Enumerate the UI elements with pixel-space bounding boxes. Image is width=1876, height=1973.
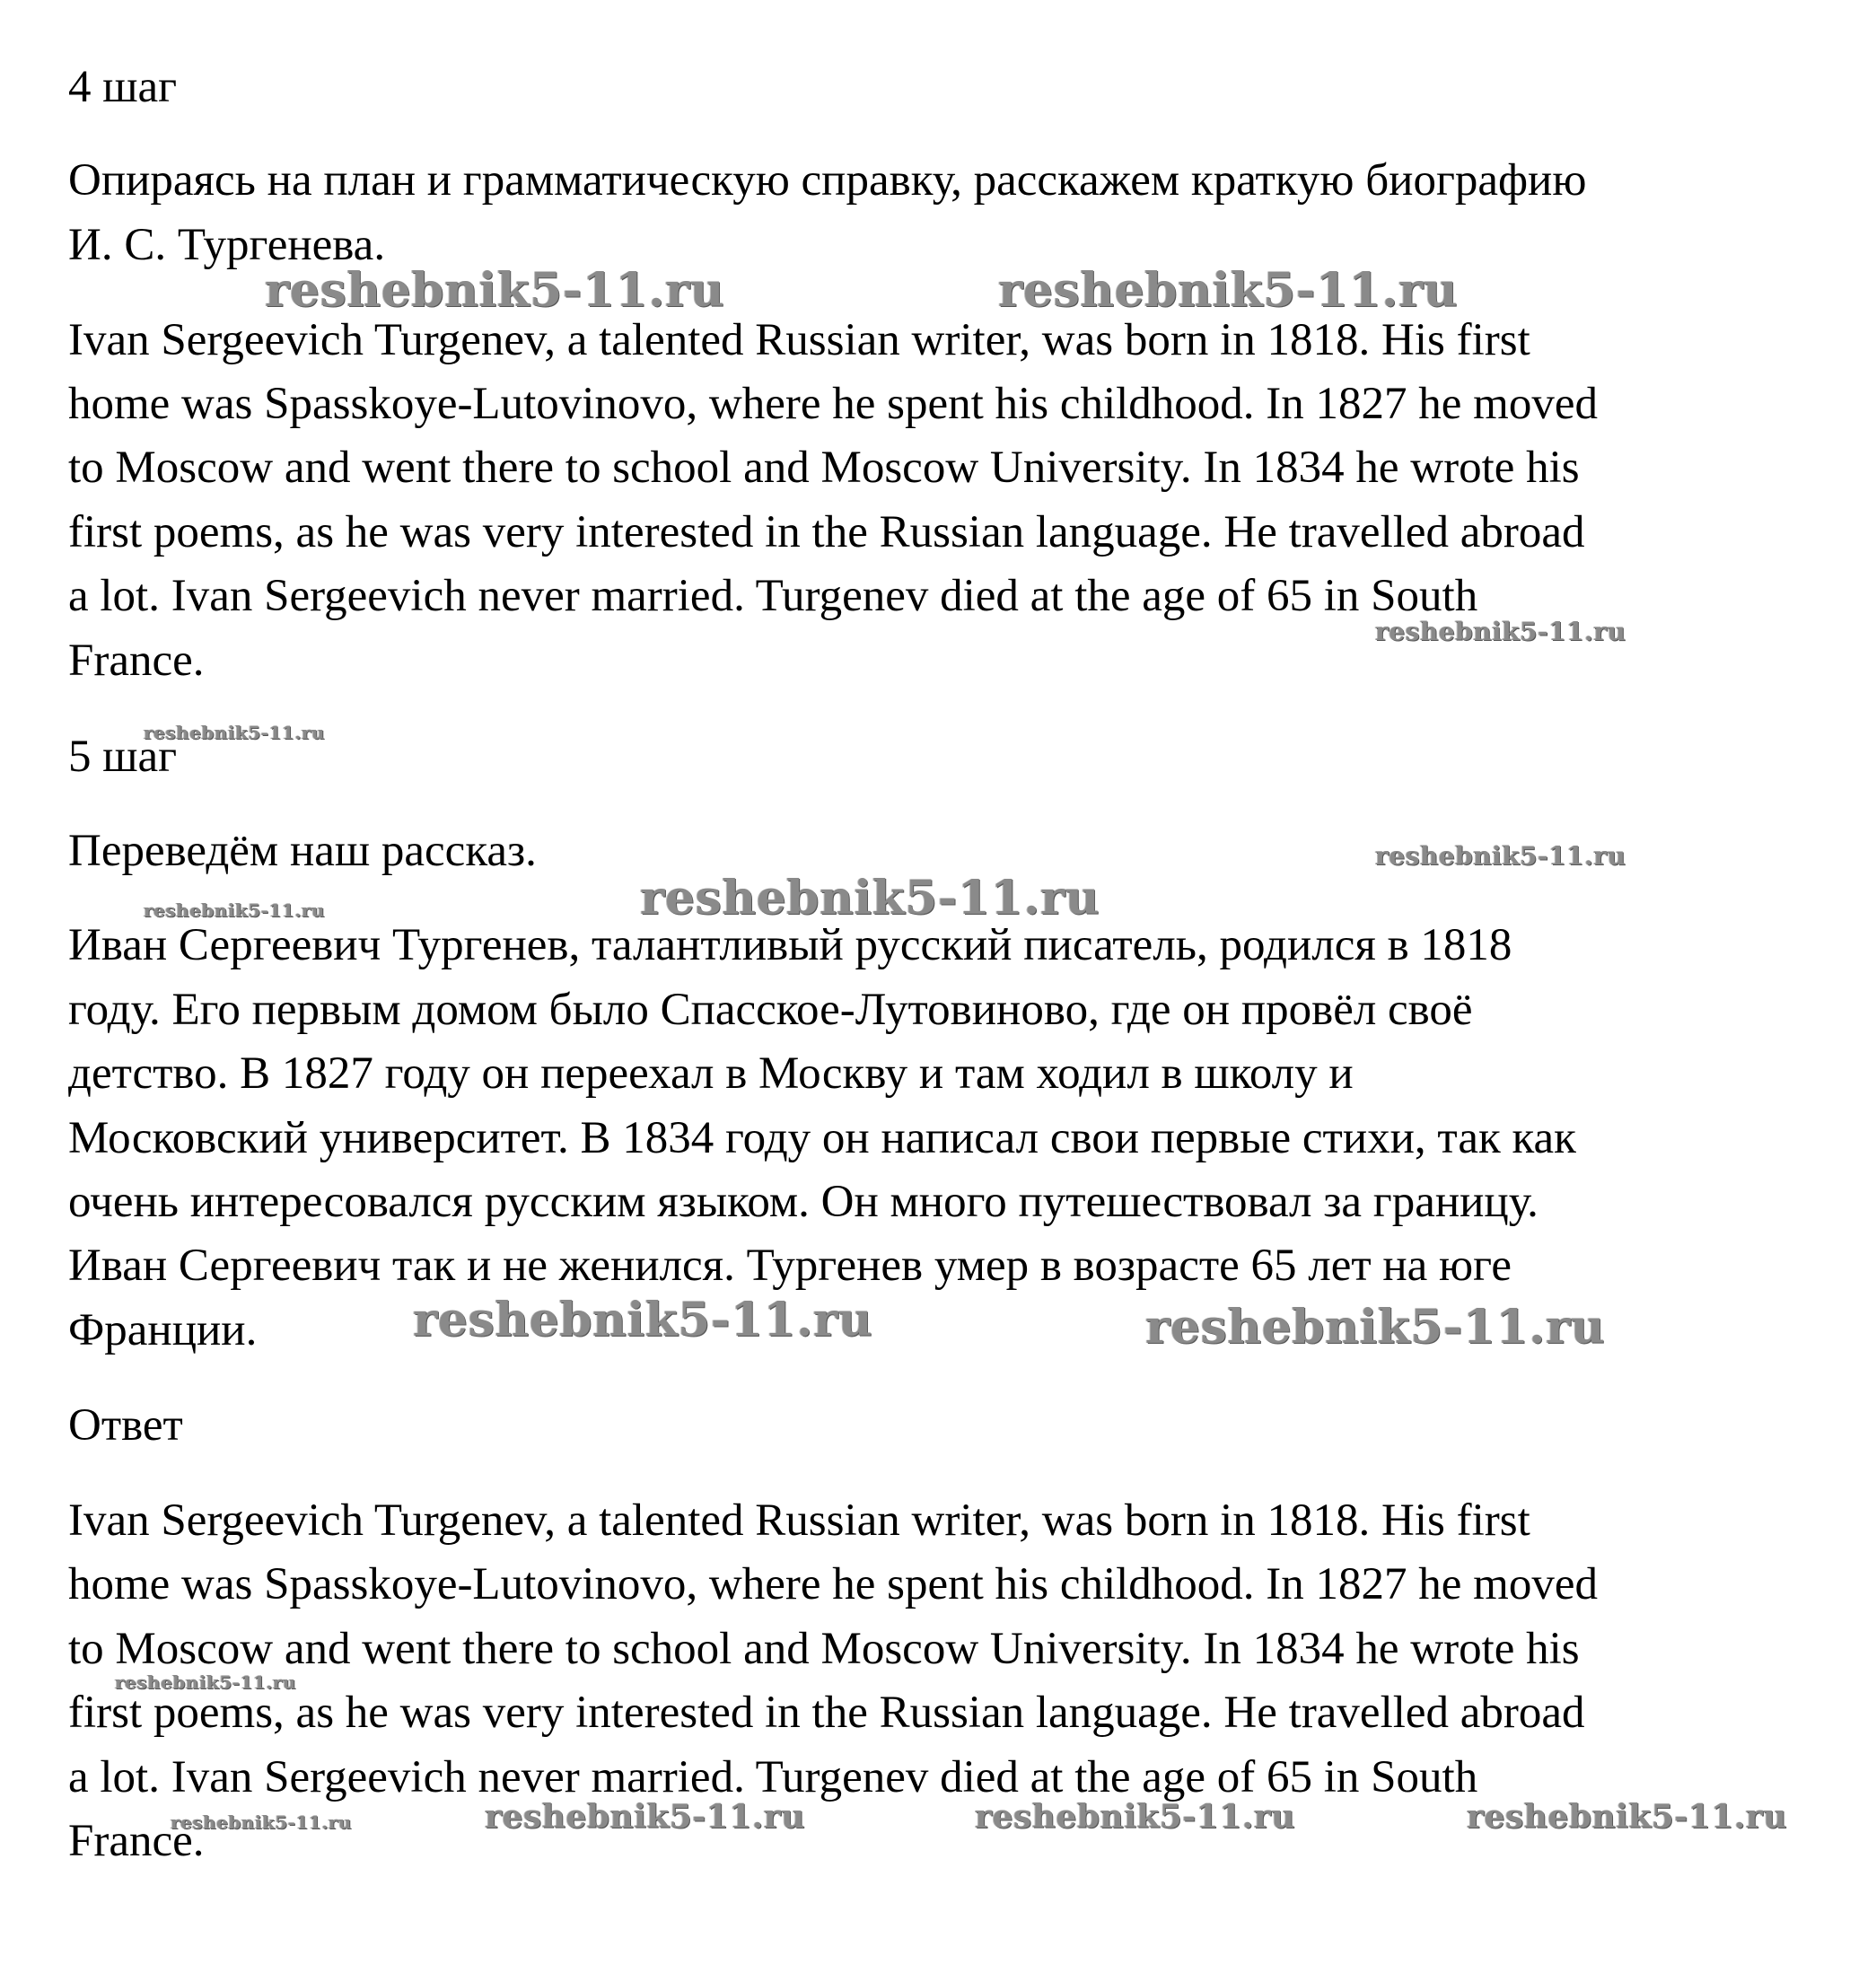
step5-translation-line: очень интересовался русским языком. Он много путешествовал за границу. [68, 1177, 1538, 1227]
watermark: reshebnik5-11.ru [144, 722, 325, 743]
answer-line: first poems, as he was very interested in the Russian language. He travelled abroad [68, 1688, 1585, 1738]
watermark: reshebnik5-11.ru [265, 263, 725, 318]
step5-heading: 5 шаг [68, 732, 178, 782]
step5-translation-line: Иван Сергеевич так и не женился. Тургенев умер в возрасте 65 лет на юге [68, 1241, 1512, 1291]
step4-instruction-line: И. С. Тургенева. [68, 220, 386, 270]
step5-translation-line: Иван Сергеевич Тургенев, талантливый русский писатель, родился в 1818 [68, 920, 1512, 970]
step4-story-line: to Moscow and went there to school and Moscow University. In 1834 he wrote his [68, 443, 1580, 493]
answer-line: a lot. Ivan Sergeevich never married. Turgenev died at the age of 65 in South [68, 1752, 1478, 1802]
step4-story-line: a lot. Ivan Sergeevich never married. Turgenev died at the age of 65 in South [68, 571, 1478, 621]
answer-line: to Moscow and went there to school and Moscow University. In 1834 he wrote his [68, 1624, 1580, 1674]
watermark: reshebnik5-11.ru [144, 899, 325, 921]
step5-translation-line: детство. В 1827 году он переехал в Москву и там ходил в школу и [68, 1048, 1354, 1099]
step4-story-line: first poems, as he was very interested in the Russian language. He travelled abroad [68, 507, 1585, 557]
answer-line: Ivan Sergeevich Turgenev, a talented Russian writer, was born in 1818. His first [68, 1495, 1530, 1546]
step5-translation-line: Московский университет. В 1834 году он написал свои первые стихи, так как [68, 1113, 1576, 1163]
watermark: reshebnik5-11.ru [1467, 1798, 1787, 1836]
answer-line: France. [68, 1816, 205, 1866]
watermark: reshebnik5-11.ru [1375, 617, 1626, 646]
watermark: reshebnik5-11.ru [171, 1811, 352, 1833]
answer-line: home was Spasskoye-Lutovinovo, where he spent his childhood. In 1827 he moved [68, 1559, 1598, 1609]
watermark: reshebnik5-11.ru [1375, 841, 1626, 871]
watermark: reshebnik5-11.ru [1145, 1300, 1606, 1355]
watermark: reshebnik5-11.ru [413, 1293, 873, 1347]
step5-translation-line: году. Его первым домом было Спасское-Лутовиново, где он провёл своё [68, 985, 1473, 1035]
watermark: reshebnik5-11.ru [115, 1671, 296, 1693]
watermark: reshebnik5-11.ru [640, 871, 1100, 925]
answer-heading: Ответ [68, 1400, 183, 1451]
step4-story-line: Ivan Sergeevich Turgenev, a talented Russian writer, was born in 1818. His first [68, 315, 1530, 365]
step4-heading: 4 шаг [68, 62, 178, 112]
step4-story-line: home was Spasskoye-Lutovinovo, where he spent his childhood. In 1827 he moved [68, 379, 1598, 429]
step4-story-line: France. [68, 636, 205, 686]
step5-instruction: Переведём наш рассказ. [68, 826, 537, 876]
step4-instruction-line: Опираясь на план и грамматическую справку, расскажем краткую биографию [68, 155, 1587, 206]
step5-translation-line: Франции. [68, 1305, 258, 1355]
watermark: reshebnik5-11.ru [998, 263, 1459, 318]
watermark: reshebnik5-11.ru [975, 1798, 1295, 1836]
watermark: reshebnik5-11.ru [485, 1798, 805, 1836]
